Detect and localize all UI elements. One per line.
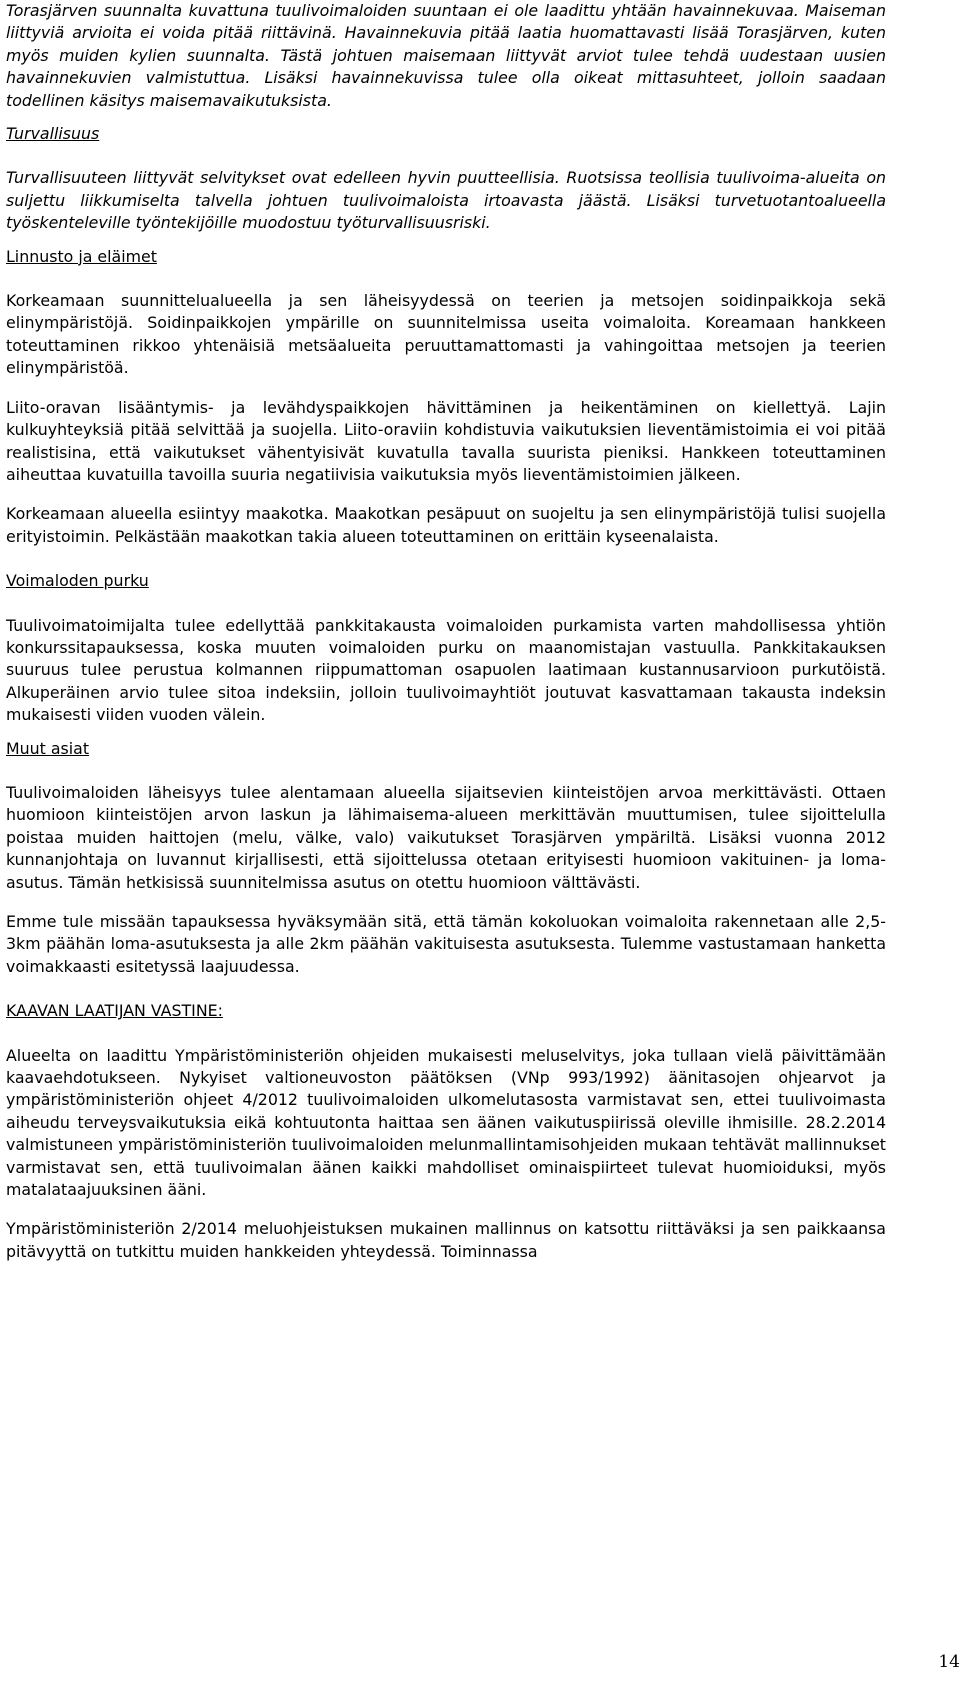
paragraph-maisema: Torasjärven suunnalta kuvattuna tuulivoimaloiden suuntaan ei ole laadittu yhtään havainnekuvaa. Maiseman liittyviä arvioita ei voida pitää riittävinä. Havainnekuvia pitää laatia huomattavasti lisää Torasjärven, kuten myös muiden kylien suunnalta. Tästä johtuen maisemaan liittyvät arviot tulee tehdä uudestaan uusien havainnekuvien valmistuttua. Lisäksi havainnekuvissa tulee olla oikeat mittasuhteet, jolloin saadaan todellinen käsitys maisemavaikutuksista. xyxy=(6,1,886,110)
document-page xyxy=(6,0,886,1263)
heading-purku: Voimaloden purku xyxy=(6,571,149,591)
paragraph-vastine-2: Ympäristöministeriön 2/2014 meluohjeistuksen mukainen mallinnus on katsottu riittäväksi ja sen paikkaansa pitävyyttä on tutkittu muiden hankkeiden yhteydessä. Toiminnassa xyxy=(6,1219,886,1261)
paragraph-linnusto-2: Liito-oravan lisääntymis- ja levähdyspaikkojen hävittäminen ja heikentäminen on kiellettyä. Lajin kulkuyhteyksiä pitää selvittää ja suojella. Liito-oraviin kohdistuvia vaikutuksien lieventämistoimia ei voi pitää realistisina, että vaikutukset vähentyisivät kuvatulla tavalla suurista pieniksi. Hankkeen toteuttaminen aiheuttaa kuvatuilla tavoilla suuria negatiivisia vaikutuksia myös lieventämistoimien jälkeen. xyxy=(6,397,886,484)
heading-turvallisuus: Turvallisuus xyxy=(6,124,100,144)
paragraph-muut-1: Tuulivoimaloiden läheisyys tulee alentamaan alueella sijaitsevien kiinteistöjen arvoa merkittävästi. Ottaen huomioon kiinteistöjen arvon laskun ja lähimaisema-alueen merkittävän muuttumisen, tulee sijoittelulla poistaa muiden haittojen (melu, välke, valo) vaikutukset Torasjärven ympäriltä. Lisäksi vuonna 2012 kunnanjohtaja on luvannut kirjallisesti, että sijoittelussa otetaan erityisesti huomioon vakituinen- ja loma-asutus. Tämän hetkisissä suunnitelmissa asutus on otettu huomioon välttävästi. xyxy=(6,782,886,892)
paragraph-purku: Tuulivoimatoimijalta tulee edellyttää pankkitakausta voimaloiden purkamista varten mahdollisessa yhtiön konkurssitapauksessa, koska muuten voimaloiden purku on maanomistajan vastuulla. Pankkitakauksen suuruus tulee perustua kolmannen riippumattoman osapuolen laatimaan kustannusarvioon purkutöistä. Alkuperäinen arvio tulee sitoa indeksiin, jolloin tuulivoimayhtiöt joutuvat kasvattamaan takausta indeksin mukaisesti viiden vuoden välein. xyxy=(6,615,886,725)
page-number: 14 xyxy=(938,1652,960,1672)
paragraph-muut-2: Emme tule missään tapauksessa hyväksymään sitä, että tämän kokoluokan voimaloita rakennetaan alle 2,5-3km päähän loma-asutuksesta ja alle 2km päähän vakituisesta asutuksesta. Tulemme vastustamaan hanketta voimakkaasti esitetyssä laajuudessa. xyxy=(6,912,886,976)
heading-muut-asiat: Muut asiat xyxy=(6,738,90,758)
heading-vastine: KAAVAN LAATIJAN VASTINE: xyxy=(6,1001,223,1021)
heading-linnusto: Linnusto ja eläimet xyxy=(6,246,157,266)
paragraph-linnusto-3: Korkeamaan alueella esiintyy maakotka. Maakotkan pesäpuut on suojeltu ja sen elinympäristöjä tulisi suojella erityistoimin. Pelkästään maakotkan takia alueen toteuttaminen on erittäin kyseenalaista. xyxy=(6,504,886,546)
paragraph-turvallisuus: Turvallisuuteen liittyvät selvitykset ovat edelleen hyvin puutteellisia. Ruotsissa teollisia tuulivoima-alueita on suljettu liikkumiselta talvella johtuen tuulivoimaloista irtoavasta jäästä. Lisäksi turvetuotantoalueella työskenteleville työntekijöille muodostuu työturvallisuusriski. xyxy=(6,168,886,233)
paragraph-vastine-1: Alueelta on laadittu Ympäristöministeriön ohjeiden mukaisesti meluselvitys, joka tullaan vielä päivittämään kaavaehdotukseen. Nykyiset valtioneuvoston päätöksen (VNp 993/1992) äänitasojen ohjearvot ja ympäristöministeriön ohjeet 4/2012 tuulivoimaloiden ulkomelutasosta varmistavat sen, ettei tuulivoimasta aiheudu terveysvaikutuksia eikä kohtuutonta haittaa sen äänen vaikutuspiirissä oleville ihmisille. 28.2.2014 valmistuneen ympäristöministeriön tuulivoimaloiden melunmallintamisohjeiden mukaan tehtävät mallinnukset varmistavat sen, että tuulivoimalan äänen kaikki mahdolliset ominaispiirteet tulevat huomioiduksi, myös matalataajuuksinen ääni. xyxy=(6,1045,886,1200)
paragraph-linnusto-1: Korkeamaan suunnittelualueella ja sen läheisyydessä on teerien ja metsojen soidinpaikkoja sekä elinympäristöjä. Soidinpaikkojen ympärille on suunnitelmissa useita voimaloita. Koreamaan hankkeen toteuttaminen rikkoo yhtenäisiä metsäalueita peruuttamattomasti ja vahingoittaa metsojen ja teerien elinympäristöä. xyxy=(6,291,886,378)
